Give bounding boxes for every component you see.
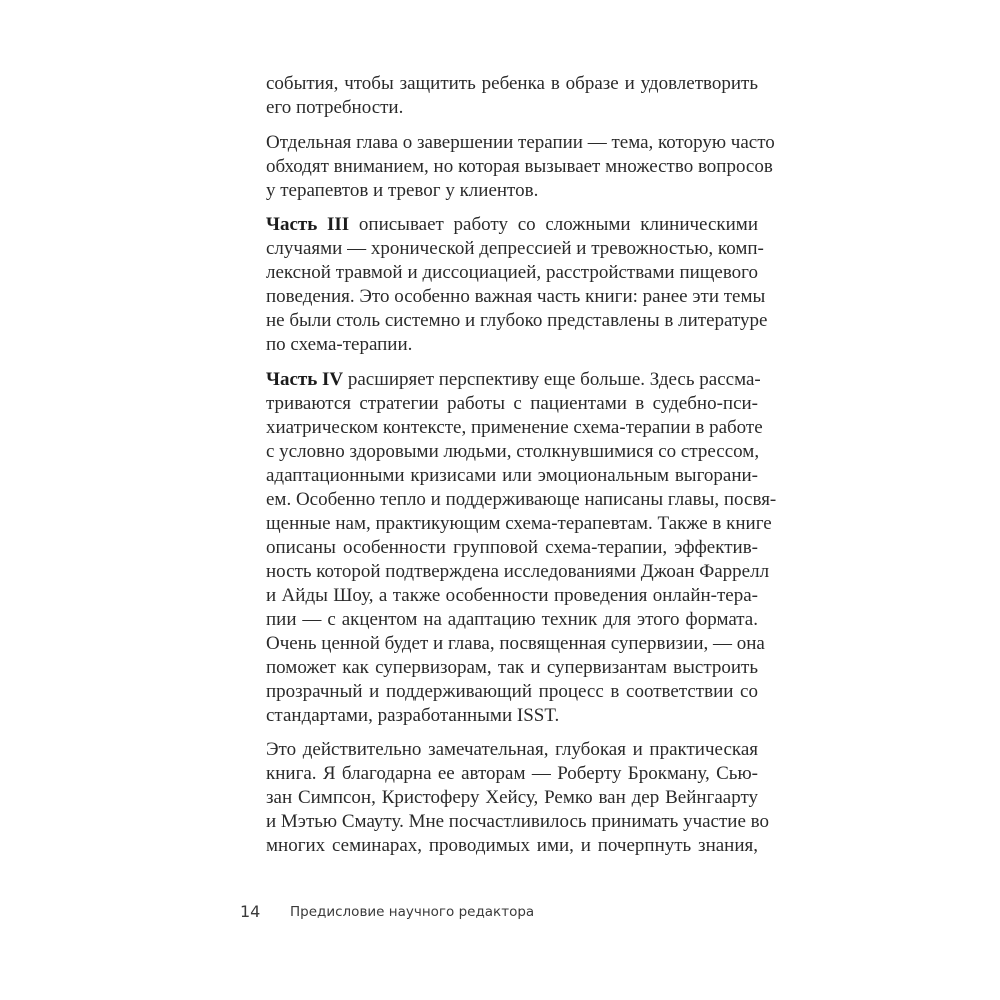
text-line: по схема-терапии. [266,334,413,355]
paragraph-1 [266,72,758,120]
text-line: хиатрическом контексте, применение схема-терапии в работе [266,416,763,438]
text-line: книга. Я благодарна ее авторам — Роберту Брокману, Сью- [266,763,758,784]
page-number: 14 [240,902,261,921]
text-line: не были столь системно и глубоко представлены в литературе [266,310,768,331]
text-run: описывает работу со сложными клиническими [349,214,758,235]
text-line: поможет как супервизорам, так и супервизантам выстроить [266,656,758,678]
text-line: обходят вниманием, но которая вызывает множество вопросов [266,155,773,177]
text-line: ем. Особенно тепло и поддерживающе написаны главы, посвя- [266,488,777,510]
paragraph-part-4 [266,368,777,728]
text-line: адаптационными кризисами или эмоциональным выгорани- [266,464,758,486]
running-title: Предисловие научного редактора [290,904,535,920]
body-text [266,72,777,869]
part-heading: Часть IV [266,368,344,390]
text-line: пии — с акцентом на адаптацию техник для этого формата. [266,608,758,630]
paragraph-part-3 [266,213,768,357]
text-line: стандартами, разработанными ISST. [266,704,560,726]
part-heading: Часть III [266,214,350,235]
paragraph-5 [266,738,769,858]
text-line: зан Симпсон, Кристоферу Хейсу, Ремко ван дер Вейнгаарту [266,787,758,808]
text-line: триваются стратегии работы с пациентами в судебно-пси- [266,392,758,414]
text-line: поведения. Это особенно важная часть книги: ранее эти темы [266,286,766,307]
text-line: лексной травмой и диссоциацией, расстройствами пищевого [266,262,758,283]
text-line: Это действительно замечательная, глубокая и практическая [266,739,758,760]
text-line: щенные нам, практикующим схема-терапевтам. Также в книге [266,512,772,534]
text-line: случаями — хронической депрессией и тревожностью, комп- [266,238,764,259]
text-line: и Айды Шоу, а также особенности проведения онлайн-тера- [266,584,758,606]
text-line: с условно здоровыми людьми, столкнувшимися со стрессом, [266,440,760,462]
text-line: его потребности. [266,97,404,118]
text-line: описаны особенности групповой схема-терапии, эффектив- [266,536,758,558]
text-run: расширяет перспективу еще больше. Здесь рассма- [343,368,761,390]
text-line: Отдельная глава о завершении терапии — тема, которую часто [266,131,775,153]
text-line: Очень ценной будет и глава, посвященная супервизии, — она [266,632,765,654]
text-line: и Мэтью Смауту. Мне посчастливилось принимать участие во [266,811,769,832]
paragraph-2 [266,131,775,203]
text-line: многих семинарах, проводимых ими, и почерпнуть знания, [266,835,758,856]
text-line: ность которой подтверждена исследованиями Джоан Фаррелл [266,560,770,582]
text-line [266,213,758,237]
text-line: события, чтобы защитить ребенка в образе и удовлетворить [266,73,758,94]
text-line [266,368,761,392]
text-line: у терапевтов и тревог у клиентов. [266,179,539,201]
text-line: прозрачный и поддерживающий процесс в соответствии со [266,680,758,702]
